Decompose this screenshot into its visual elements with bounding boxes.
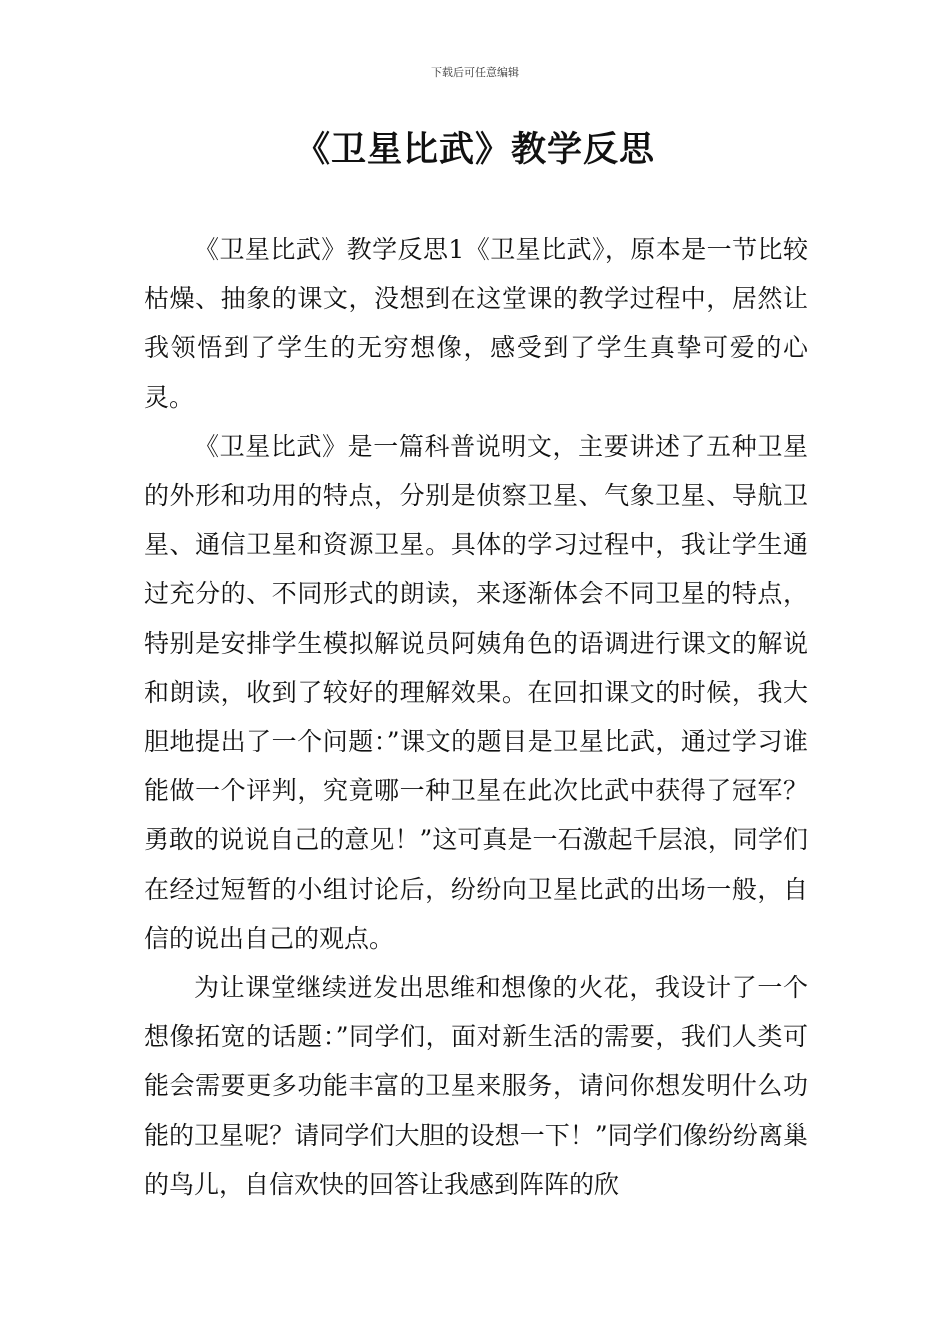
page-title: 《卫星比武》教学反思 bbox=[294, 130, 655, 170]
header-note: 下载后可任意编辑 bbox=[431, 66, 519, 79]
paragraph-2: 《卫星比武》是一篇科普说明文，主要讲述了五种卫星的外形和功用的特点，分别是侦察卫星、气象卫星、导航卫星、通信卫星和资源卫星。具体的学习过程中，我让学生通过充分的、不同形式的朗读，来逐渐体会不同卫星的特点，特别是安排学生模拟解说员阿姨角色的语调进行课文的解说和朗读，收到了较好的理解效果。在回扣课文的时候，我大胆地提出了一个问题：”课文的题目是卫星比武，通过学习谁能做一个评判，究竟哪一种卫星在此次比武中获得了冠军？勇敢的说说自己的意见！”这可真是一石激起千层浪，同学们在经过短暂的小组讨论后，纷纷向卫星比武的出场一般，自信的说出自己的观点。 bbox=[144, 431, 808, 953]
paragraph-3: 为让课堂继续迸发出思维和想像的火花，我设计了一个想像拓宽的话题：”同学们，面对新生活的需要，我们人类可能会需要更多功能丰富的卫星来服务，请问你想发明什么功能的卫星呢？请同学们大胆的设想一下！”同学们像纷纷离巢的鸟儿，自信欢快的回答让我感到阵阵的欣 bbox=[144, 973, 808, 1199]
paragraph-1: 《卫星比武》教学反思1《卫星比武》，原本是一节比较枯燥、抽象的课文，没想到在这堂课的教学过程中，居然让我领悟到了学生的无穷想像，感受到了学生真挚可爱的心灵。 bbox=[144, 235, 808, 412]
document-body bbox=[144, 225, 808, 1209]
